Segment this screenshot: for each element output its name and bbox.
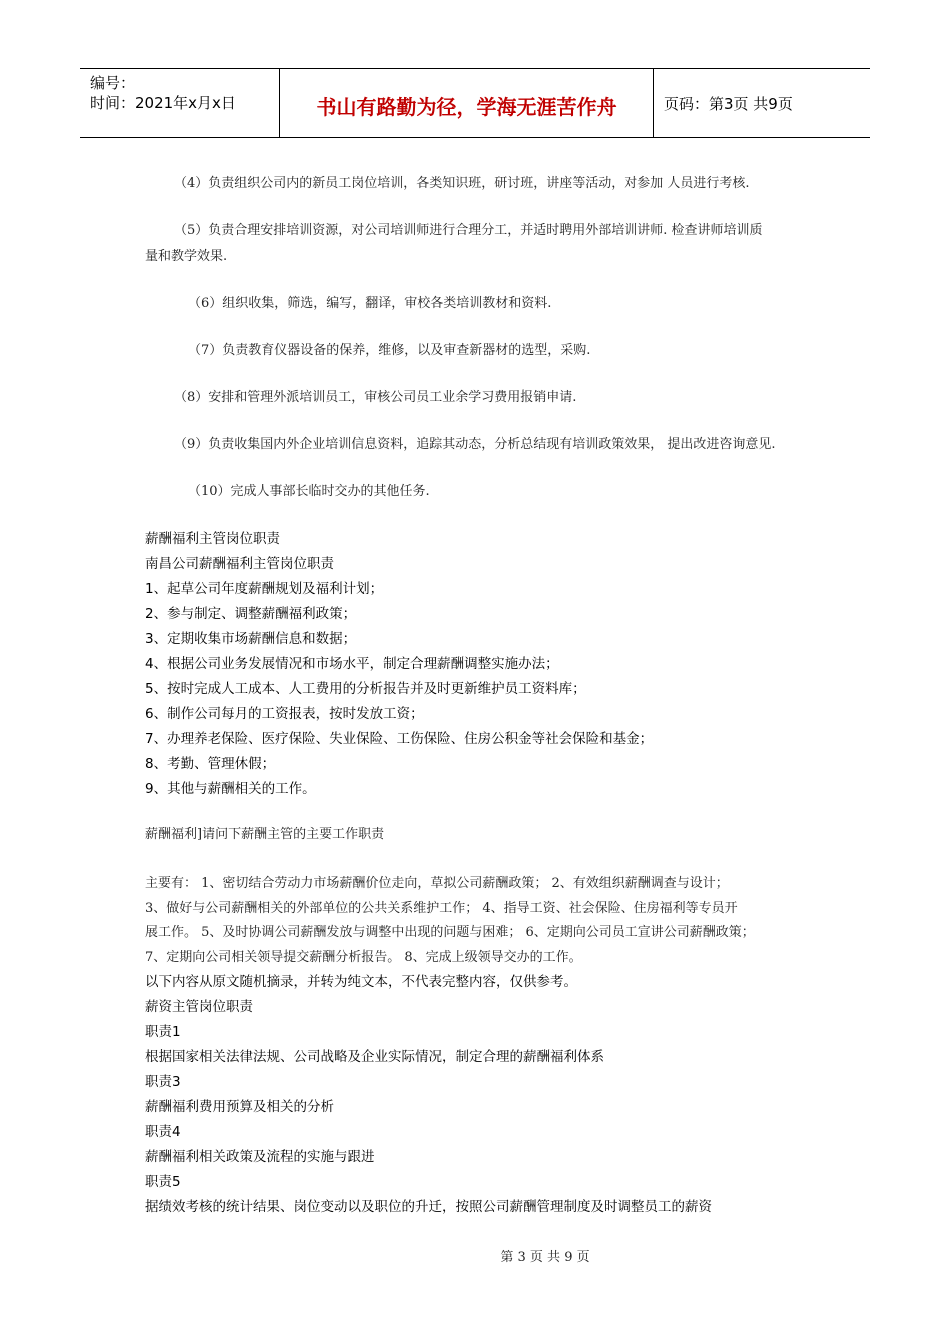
excerpt-line: 职责4 (145, 1124, 181, 1140)
excerpt-line: 职责3 (145, 1074, 181, 1090)
qa-answer-line: 3、做好与公司薪酬相关的外部单位的公共关系维护工作； 4、指导工资、社会保险、住房福利等专员开 (145, 901, 738, 916)
qa-answer-line: 主要有： 1、密切结合劳动力市场薪酬价位走向，草拟公司薪酬政策； 2、有效组织薪酬调查与设计； (145, 876, 729, 891)
excerpt-line: 据绩效考核的统计结果、岗位变动以及职位的升迁，按照公司薪酬管理制度及时调整员工的薪资 (145, 1199, 712, 1215)
excerpt-line: 薪酬福利费用预算及相关的分析 (145, 1099, 334, 1115)
date-label: 时间：2021年x月x日 (90, 94, 236, 112)
excerpt-line: 职责1 (145, 1024, 181, 1040)
salary-item: 9、其他与薪酬相关的工作。 (145, 781, 316, 797)
salary-item: 4、根据公司业务发展情况和市场水平，制定合理薪酬调整实施办法； (145, 656, 559, 672)
duty-item-9: （9）负责收集国内外企业培训信息资料，追踪其动态，分析总结现有培训政策效果， 提出改进咨询意见. (174, 437, 776, 452)
duty-item-5-cont: 量和教学效果. (145, 249, 228, 264)
header-page-label: 页码：第3页 共9页 (664, 94, 793, 113)
salary-item: 1、起草公司年度薪酬规划及福利计划； (145, 581, 384, 597)
duty-item-8: （8）安排和管理外派培训员工，审核公司员工业余学习费用报销申请. (174, 390, 577, 405)
duty-item-4: （4）负责组织公司内的新员工岗位培训，各类知识班，研讨班，讲座等活动，对参加 人员进行考核. (174, 176, 750, 191)
salary-item: 5、按时完成人工成本、人工费用的分析报告并及时更新维护员工资料库； (145, 681, 586, 697)
salary-item: 6、制作公司每月的工资报表，按时发放工资； (145, 706, 424, 722)
qa-question: 薪酬福利]请问下薪酬主管的主要工作职责 (145, 827, 385, 842)
excerpt-line: 根据国家相关法律法规、公司战略及企业实际情况，制定合理的薪酬福利体系 (145, 1049, 604, 1065)
duty-item-6: （6）组织收集，筛选，编写，翻译，审校各类培训教材和资料. (188, 296, 552, 311)
qa-answer-line: 7、定期向公司相关领导提交薪酬分析报告。 8、完成上级领导交办的工作。 (145, 950, 582, 965)
salary-item: 2、参与制定、调整薪酬福利政策； (145, 606, 357, 622)
duty-item-10: （10）完成人事部长临时交办的其他任务. (188, 484, 430, 499)
header-meta (80, 69, 280, 137)
serial-label: 编号： (90, 74, 136, 92)
excerpt-notice: 以下内容从原文随机摘录，并转为纯文本，不代表完整内容，仅供参考。 (145, 974, 577, 990)
excerpt-title: 薪资主管岗位职责 (145, 999, 253, 1015)
salary-item: 7、办理养老保险、医疗保险、失业保险、工伤保险、住房公积金等社会保险和基金； (145, 731, 654, 747)
salary-item: 8、考勤、管理休假； (145, 756, 276, 772)
excerpt-line: 薪酬福利相关政策及流程的实施与跟进 (145, 1149, 375, 1165)
excerpt-line: 职责5 (145, 1174, 181, 1190)
header-table (80, 68, 870, 138)
header-motto: 书山有路勤为径，学海无涯苦作舟 (280, 69, 654, 137)
duty-item-5: （5）负责合理安排培训资源，对公司培训师进行合理分工，并适时聘用外部培训讲师. 检查讲师培训质 (174, 223, 763, 238)
salary-item: 3、定期收集市场薪酬信息和数据； (145, 631, 357, 647)
duty-item-7: （7）负责教育仪器设备的保养，维修，以及审查新器材的选型，采购. (188, 343, 591, 358)
qa-answer-line: 展工作。 5、及时协调公司薪酬发放与调整中出现的问题与困难； 6、定期向公司员工宣讲公司薪酬政策； (145, 925, 755, 940)
page-footer: 第 3 页 共 9 页 (500, 1250, 590, 1265)
salary-section-subtitle: 南昌公司薪酬福利主管岗位职责 (145, 556, 334, 572)
salary-section-title: 薪酬福利主管岗位职责 (145, 531, 280, 547)
